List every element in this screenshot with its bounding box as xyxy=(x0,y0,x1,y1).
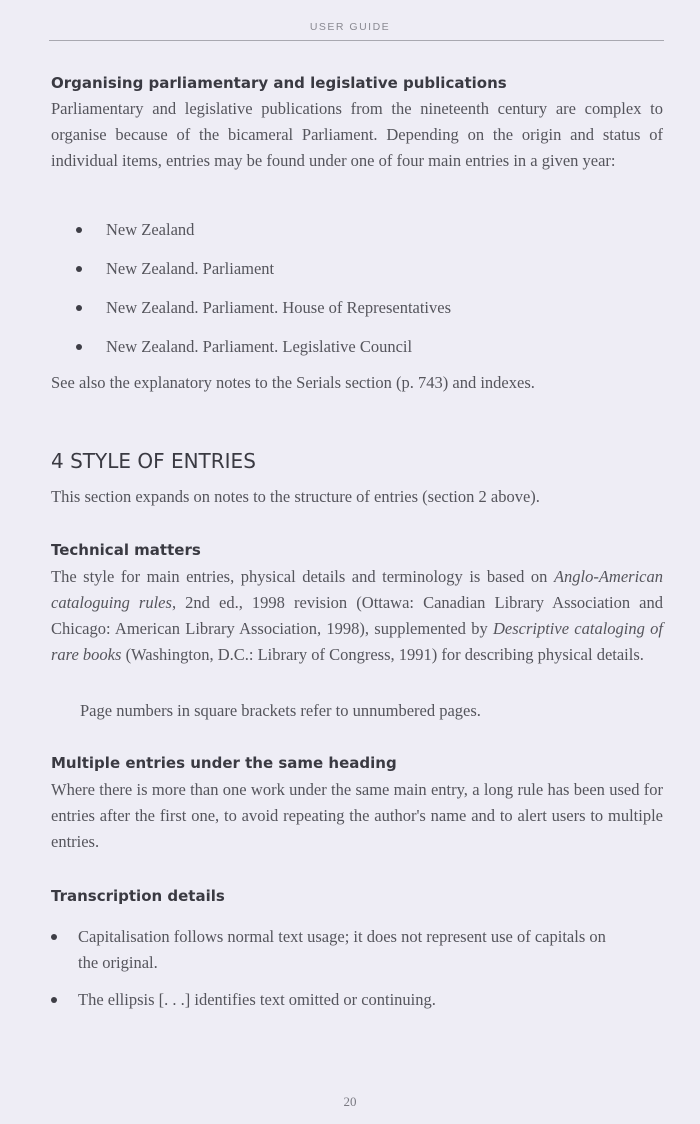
list-item-text: New Zealand. Parliament. House of Representatives xyxy=(106,298,452,317)
bullet-icon xyxy=(76,305,82,311)
organising-paragraph: Parliamentary and legislative publications from the nineteenth century are complex to organise because of the bicameral Parliament. Depending on the origin and status of individual items, entries may be found under one of four main entries in a given year: xyxy=(51,99,663,170)
list-item-text: New Zealand. Parliament xyxy=(106,259,275,278)
see-also-note: See also the explanatory notes to the Serials section (p. 743) and indexes. xyxy=(51,373,535,392)
bullet-icon xyxy=(51,934,57,940)
citation-title: Anglo-American cataloguing rules xyxy=(51,567,663,612)
technical-heading: Technical matters xyxy=(51,541,201,559)
technical-paragraph xyxy=(51,564,663,668)
bullet-icon xyxy=(76,266,82,272)
section-heading: 4 STYLE OF ENTRIES xyxy=(51,449,256,473)
section-intro: This section expands on notes to the structure of entries (section 2 above). xyxy=(51,487,540,506)
page-numbers-note: Page numbers in square brackets refer to unnumbered pages. xyxy=(80,701,481,720)
citation-title: Descriptive cataloging of rare books xyxy=(51,619,663,664)
bullet-icon xyxy=(51,997,57,1003)
text-run: (Washington, D.C.: Library of Congress, 1991) for describing physical details. xyxy=(121,645,644,664)
bullet-icon xyxy=(76,344,82,350)
multiple-entries-paragraph: Where there is more than one work under the same main entry, a long rule has been used for entries after the first one, to avoid repeating the author's name and to alert users to multiple entries. xyxy=(51,780,663,851)
organising-heading: Organising parliamentary and legislative publications xyxy=(51,74,507,92)
list-item-text: Capitalisation follows normal text usage; it does not represent use of capitals on the original. xyxy=(78,927,606,972)
bullet-icon xyxy=(76,227,82,233)
page-number: 20 xyxy=(343,1094,357,1109)
list-item-text: New Zealand. Parliament. Legislative Council xyxy=(106,337,413,356)
multiple-entries-heading: Multiple entries under the same heading xyxy=(51,754,397,772)
running-header: USER GUIDE xyxy=(309,21,391,33)
text-run: , 2nd ed., 1998 revision (Ottawa: Canadian Library Association and Chicago: American Library Association, 1998), supplemented by xyxy=(51,593,663,638)
header-rule xyxy=(49,40,664,41)
list-item-text: New Zealand xyxy=(106,220,195,239)
text-run: The style for main entries, physical details and terminology is based on xyxy=(51,567,554,586)
transcription-heading: Transcription details xyxy=(51,887,225,905)
list-item-text: The ellipsis [. . .] identifies text omitted or continuing. xyxy=(78,990,436,1009)
